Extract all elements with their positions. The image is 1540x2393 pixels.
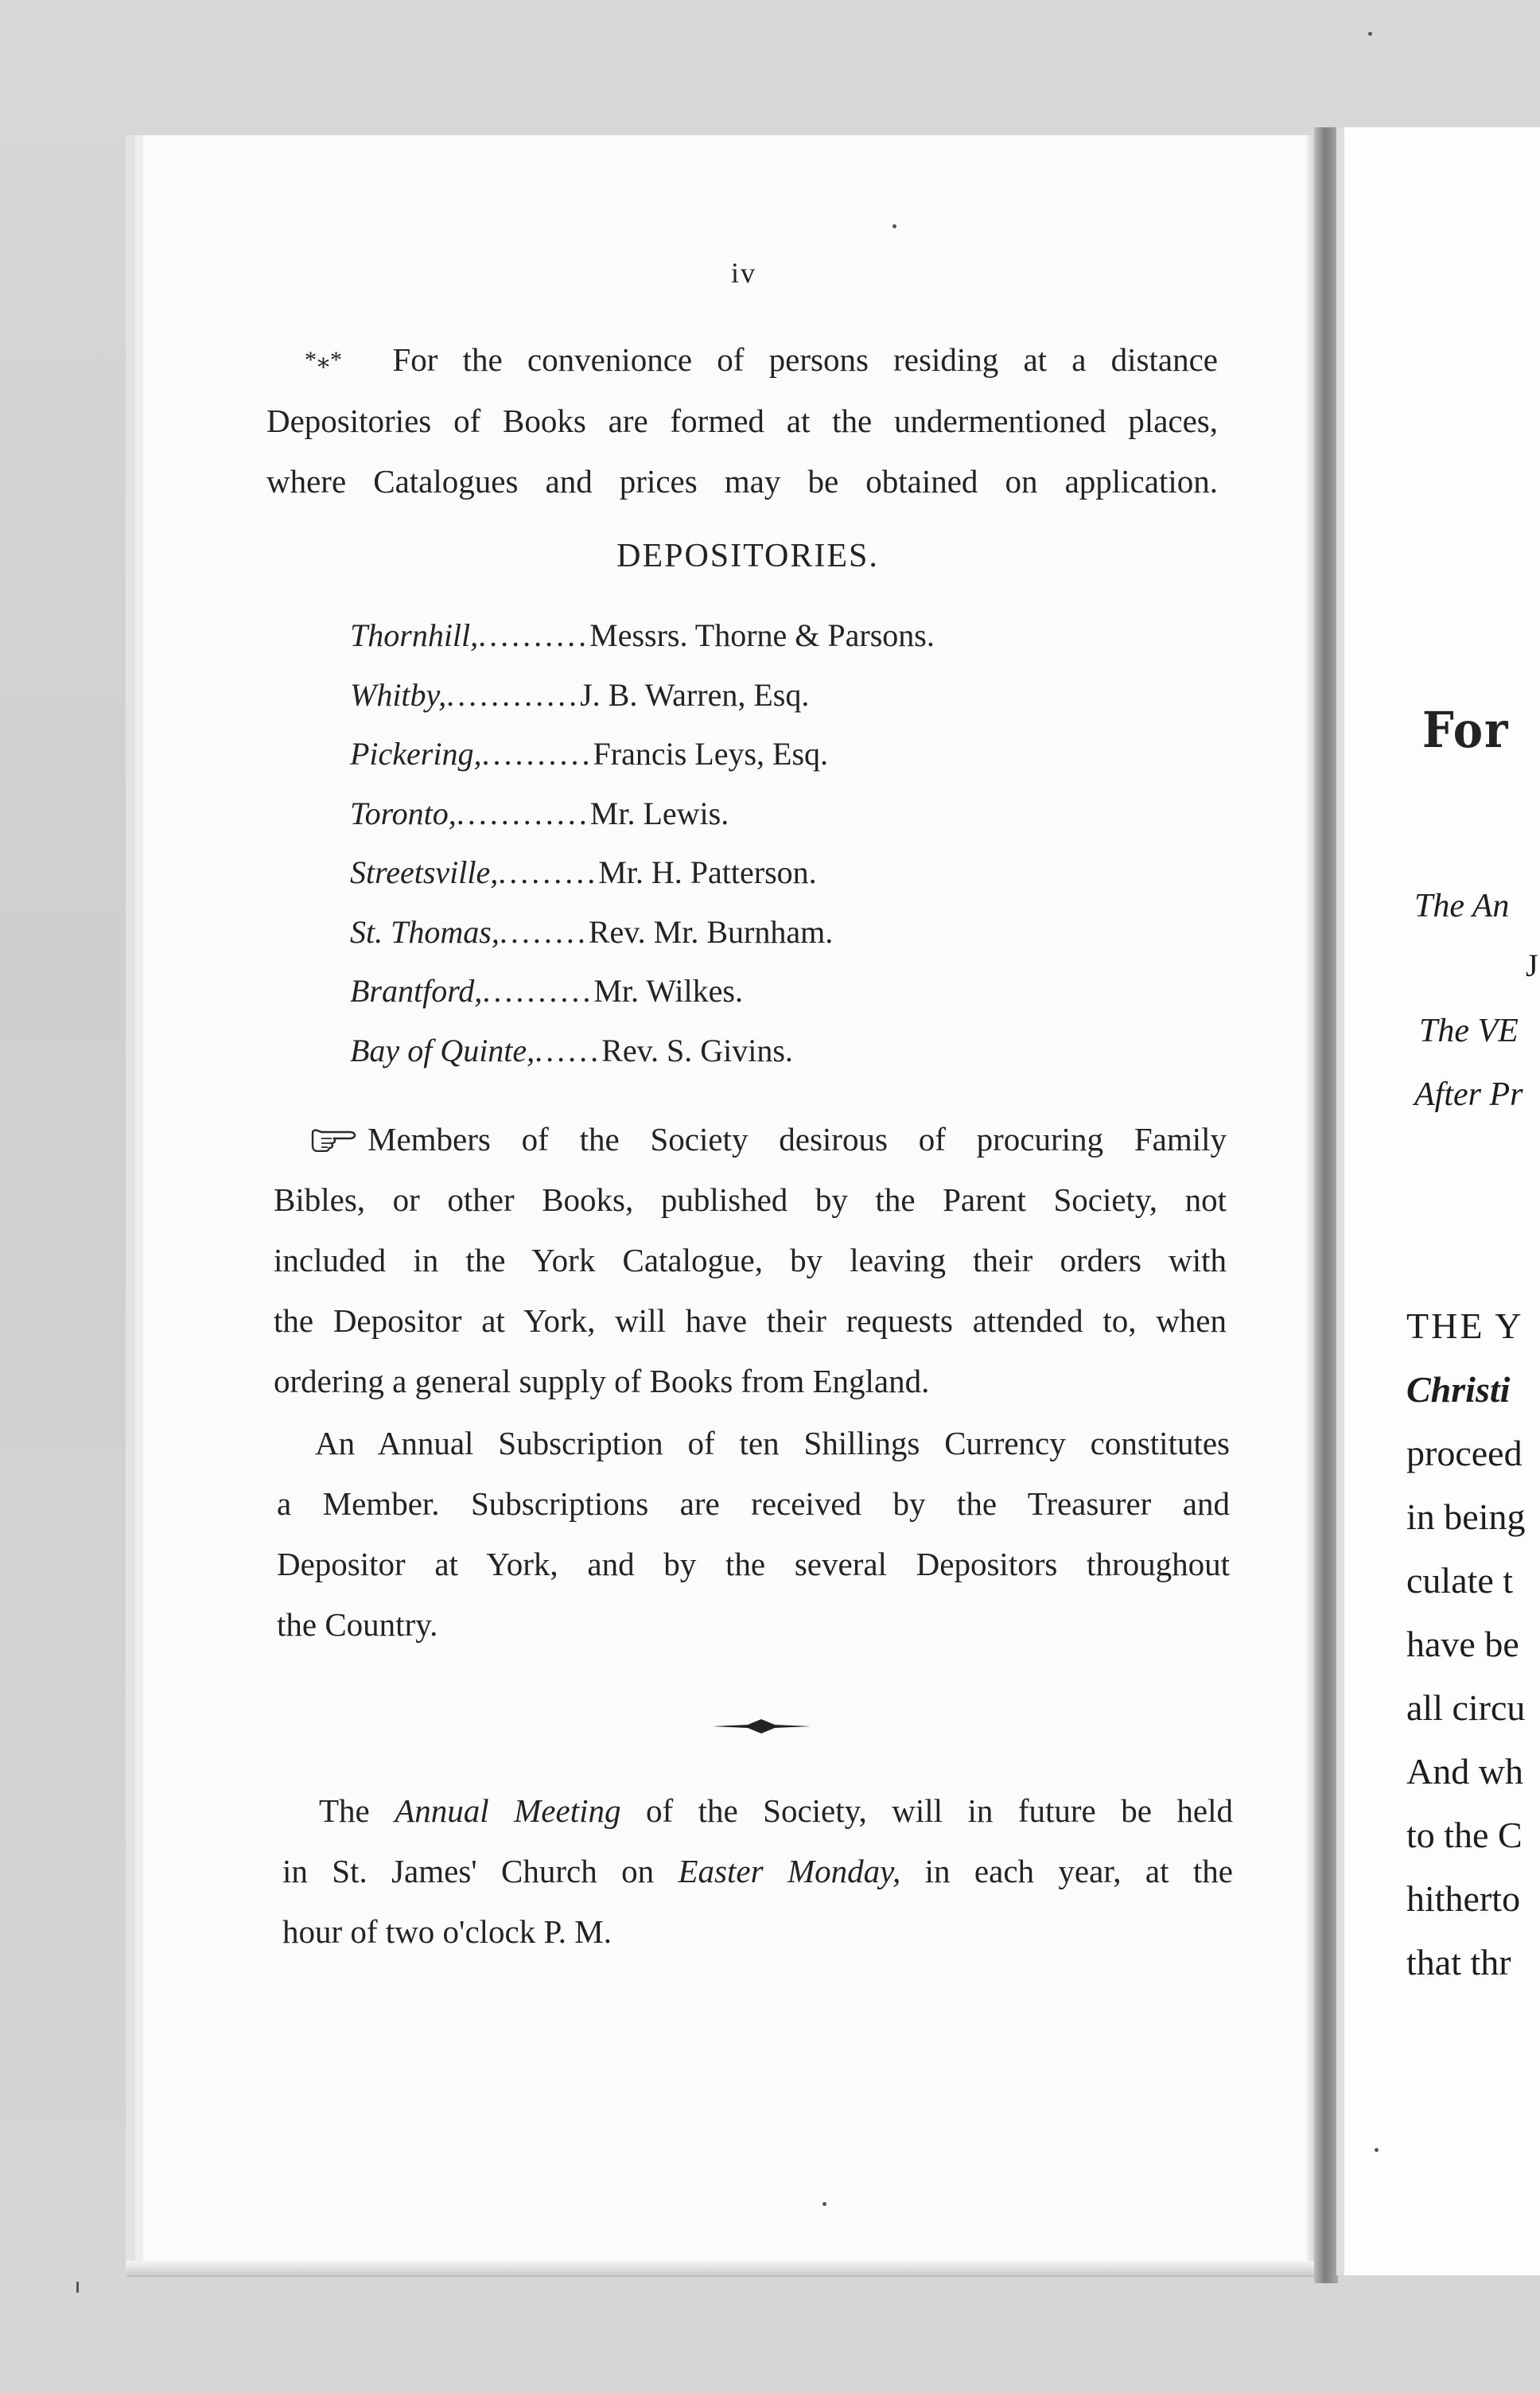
depository-row bbox=[350, 666, 1145, 726]
right-fragment: culate t bbox=[1406, 1560, 1514, 1601]
right-fragment: hitherto bbox=[1406, 1878, 1521, 1919]
speck bbox=[822, 2202, 826, 2206]
depository-agent: Rev. Mr. Burnham. bbox=[588, 913, 834, 950]
subscription-line-2: a Member. Subscriptions are received by the Treasurer and bbox=[277, 1485, 1230, 1522]
intro-line-1: *⁎* For the convenionce of persons residing at a distance bbox=[305, 341, 1218, 378]
right-fragment: After Pr bbox=[1414, 1076, 1523, 1113]
depository-place: Brantford, bbox=[350, 973, 483, 1009]
right-fragment: in being bbox=[1406, 1496, 1526, 1537]
leader-dots: ............ bbox=[446, 676, 581, 713]
intro-line-3: where Catalogues and prices may be obtained on application. bbox=[266, 463, 1218, 500]
meeting-line-3: hour of two o'clock P. M. bbox=[282, 1913, 612, 1950]
right-fragment: that thr bbox=[1406, 1942, 1511, 1982]
depository-place: Streetsville, bbox=[350, 854, 499, 890]
depository-agent: Rev. S. Givins. bbox=[601, 1032, 793, 1068]
depository-place: Toronto, bbox=[350, 795, 457, 831]
asterism-mark: *⁎* bbox=[305, 347, 343, 373]
right-fragment: THE Y bbox=[1406, 1305, 1524, 1346]
depository-place: Thornhill, bbox=[350, 617, 479, 653]
right-fragment: The An bbox=[1414, 888, 1510, 924]
depository-place: Pickering, bbox=[350, 736, 482, 772]
meeting-paragraph bbox=[282, 1780, 1233, 1962]
subscription-line-1: An Annual Subscription of ten Shillings Currency constitutes bbox=[315, 1425, 1230, 1461]
right-fragment: have be bbox=[1406, 1624, 1519, 1664]
subscription-paragraph bbox=[277, 1413, 1230, 1655]
right-fragment: proceed bbox=[1406, 1433, 1522, 1473]
leader-dots: ........ bbox=[499, 913, 589, 950]
leader-dots: ......... bbox=[498, 854, 599, 890]
intro-paragraph bbox=[266, 329, 1218, 512]
leader-dots: .......... bbox=[482, 973, 594, 1009]
section-divider-ornament bbox=[712, 1714, 811, 1738]
right-fragment: Christi bbox=[1406, 1369, 1511, 1410]
meeting-line-1: The Annual Meeting of the Society, will in future be held bbox=[319, 1792, 1233, 1829]
leader-dots: .......... bbox=[481, 736, 593, 772]
depository-row bbox=[350, 1021, 1145, 1081]
speck bbox=[1375, 2148, 1379, 2152]
page-number: iv bbox=[730, 257, 756, 289]
book-gutter bbox=[1314, 127, 1338, 2283]
subscription-line-4: the Country. bbox=[277, 1606, 438, 1643]
leader-dots: ............ bbox=[456, 795, 590, 831]
right-fragment: J bbox=[1526, 947, 1538, 983]
depository-agent: Francis Leys, Esq. bbox=[593, 736, 829, 772]
page-bottom-edge bbox=[126, 2261, 1317, 2275]
depositories-list bbox=[350, 606, 1145, 1080]
depository-agent: J. B. Warren, Esq. bbox=[580, 676, 810, 713]
depository-row bbox=[350, 903, 1145, 963]
right-fragment: And wh bbox=[1406, 1751, 1523, 1792]
depository-agent: Mr. Wilkes. bbox=[593, 973, 743, 1009]
speck bbox=[1368, 32, 1372, 36]
depository-row bbox=[350, 843, 1145, 903]
intro-line-2: Depositories of Books are formed at the undermentioned places, bbox=[266, 403, 1218, 439]
speck bbox=[892, 224, 896, 228]
right-fragment: all circu bbox=[1406, 1687, 1526, 1728]
depository-row bbox=[350, 962, 1145, 1021]
subscription-line-3: Depositor at York, and by the several Depositors throughout bbox=[277, 1546, 1230, 1582]
members-line-1: Members of the Society desirous of procuring Family bbox=[274, 1109, 1227, 1169]
depository-place: Whitby, bbox=[350, 676, 447, 713]
members-line-3: included in the York Catalogue, by leaving their orders with bbox=[274, 1242, 1227, 1278]
members-note-paragraph bbox=[274, 1109, 1227, 1411]
depository-agent: Mr. Lewis. bbox=[589, 795, 729, 831]
members-line-2: Bibles, or other Books, published by the Parent Society, not bbox=[274, 1181, 1227, 1218]
depository-row bbox=[350, 725, 1145, 784]
depository-agent: Messrs. Thorne & Parsons. bbox=[589, 617, 935, 653]
depository-agent: Mr. H. Patterson. bbox=[598, 854, 817, 890]
right-fragment: to the C bbox=[1406, 1815, 1522, 1855]
right-fragment: The VE bbox=[1419, 1013, 1519, 1049]
speck bbox=[76, 2282, 79, 2293]
right-page-blackletter-title: For bbox=[1422, 701, 1510, 760]
depository-place: St. Thomas, bbox=[350, 913, 500, 950]
leader-dots: .......... bbox=[478, 617, 590, 653]
members-line-5: ordering a general supply of Books from England. bbox=[274, 1363, 930, 1399]
depository-place: Bay of Quinte, bbox=[350, 1032, 535, 1068]
pointing-hand-icon bbox=[310, 1128, 356, 1152]
meeting-line-2: in St. James' Church on Easter Monday, in each year, at the bbox=[282, 1853, 1233, 1889]
members-line-4: the Depositor at York, will have their requests attended to, when bbox=[274, 1302, 1227, 1339]
depository-row bbox=[350, 606, 1145, 666]
leader-dots: ...... bbox=[535, 1032, 602, 1068]
depository-row bbox=[350, 784, 1145, 844]
depositories-heading: DEPOSITORIES. bbox=[616, 538, 879, 574]
